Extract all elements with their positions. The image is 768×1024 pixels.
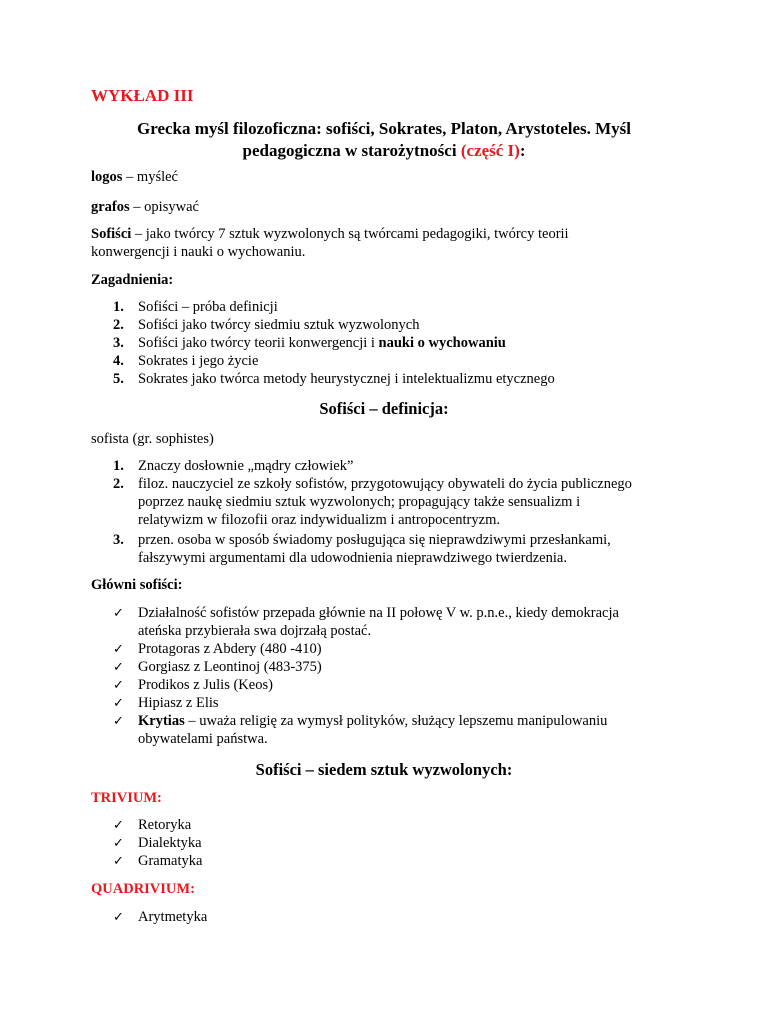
lecture-label: WYKŁAD III xyxy=(91,86,194,105)
definition-text: – myśleć xyxy=(122,169,178,185)
list-text-line: ateńska przybierała swa dojrzałą postać. xyxy=(138,623,372,639)
list-text: Protagoras z Abdery (480 -410) xyxy=(138,641,322,657)
section-heading-definition: Sofiści – definicja: xyxy=(319,399,449,418)
list-text-plain: Sofiści jako twórcy teorii konwergencji i xyxy=(138,335,379,351)
list-text xyxy=(138,604,678,640)
page-title-line1: Grecka myśl filozoficzna: sofiści, Sokrates, Platon, Arystoteles. Myśl xyxy=(136,119,632,138)
definition-term: grafos xyxy=(91,199,130,215)
checkmark-icon: ✓ xyxy=(113,909,124,924)
checkmark-icon: ✓ xyxy=(113,853,124,868)
list-text: Arytmetyka xyxy=(138,909,208,925)
list-text xyxy=(138,712,678,748)
list-text-bold: nauki o wychowaniu xyxy=(378,335,506,351)
title-colon: : xyxy=(519,141,526,160)
list-text: Sofiści – próba definicji xyxy=(138,299,278,315)
definition-logos xyxy=(91,168,681,186)
list-text-line: obywatelami państwa. xyxy=(138,731,268,747)
list-text: Prodikos z Julis (Keos) xyxy=(138,677,273,693)
sofisci-intro xyxy=(91,225,681,261)
list-number: 1. xyxy=(113,299,124,315)
section-heading-arts: Sofiści – siedem sztuk wyzwolonych: xyxy=(255,760,513,779)
list-text-line: przen. osoba w sposób świadomy posługująca się nieprawdziwymi przesłankami, xyxy=(138,532,611,548)
list-number: 4. xyxy=(113,353,124,369)
quadrivium-heading: QUADRIVIUM: xyxy=(91,881,195,897)
checkmark-icon: ✓ xyxy=(113,659,124,674)
checkmark-icon: ✓ xyxy=(113,835,124,850)
list-number: 3. xyxy=(113,335,124,351)
list-text-line xyxy=(138,712,678,730)
checkmark-icon: ✓ xyxy=(113,817,124,832)
sofisci-intro-line1 xyxy=(91,225,681,243)
sofisci-intro-line2: konwergencji i nauki o wychowaniu. xyxy=(91,244,306,260)
trivium-heading: TRIVIUM: xyxy=(91,790,162,806)
list-text: Retoryka xyxy=(138,817,192,833)
list-text-line: poprzez naukę siedmiu sztuk wyzwolonych; propagujący także sensualizm i xyxy=(138,494,581,510)
list-text-plain: – uważa religię za wymysł polityków, służący lepszemu manipulowaniu xyxy=(184,713,608,729)
list-text: Gorgiasz z Leontinoj (483-375) xyxy=(138,659,322,675)
list-text xyxy=(138,531,678,567)
title-text: pedagogiczna w starożytności xyxy=(242,141,457,160)
main-sophists-heading: Główni sofiści: xyxy=(91,577,183,593)
issues-heading: Zagadnienia: xyxy=(91,272,174,288)
sofisci-term: Sofiści xyxy=(91,226,132,242)
page-title-line2 xyxy=(60,140,708,162)
checkmark-icon: ✓ xyxy=(113,605,124,620)
sofisci-text: – jako twórcy 7 sztuk wyzwolonych są twórcami pedagogiki, twórcy teorii xyxy=(131,226,569,242)
sofista-line: sofista (gr. sophistes) xyxy=(91,431,214,447)
list-text: Sofiści jako twórcy siedmiu sztuk wyzwolonych xyxy=(138,317,420,333)
list-text: Hipiasz z Elis xyxy=(138,695,219,711)
list-number: 2. xyxy=(113,317,124,333)
list-text: Dialektyka xyxy=(138,835,202,851)
list-number: 5. xyxy=(113,371,124,387)
checkmark-icon: ✓ xyxy=(113,695,124,710)
list-text-line: relatywizm w filozofii oraz indywidualizm i antropocentryzm. xyxy=(138,512,500,528)
list-number: 3. xyxy=(113,532,124,548)
title-highlight: (część I) xyxy=(460,141,520,160)
list-text xyxy=(138,334,678,352)
list-number: 2. xyxy=(113,476,124,492)
checkmark-icon: ✓ xyxy=(113,677,124,692)
checkmark-icon: ✓ xyxy=(113,713,124,728)
list-text: Sokrates jako twórca metody heurystycznej i intelektualizmu etycznego xyxy=(138,371,555,387)
list-text-line: fałszywymi argumentami dla udowodnienia nieprawdziwego twierdzenia. xyxy=(138,550,567,566)
list-text: Sokrates i jego życie xyxy=(138,353,259,369)
list-text-bold: Krytias xyxy=(138,713,185,729)
definition-grafos xyxy=(91,198,681,216)
list-number: 1. xyxy=(113,458,124,474)
list-text: Znaczy dosłownie „mądry człowiek” xyxy=(138,458,354,474)
list-text: Gramatyka xyxy=(138,853,203,869)
definition-term: logos xyxy=(91,169,123,185)
checkmark-icon: ✓ xyxy=(113,641,124,656)
list-text-line: Działalność sofistów przepada głównie na II połowę V w. p.n.e., kiedy demokracja xyxy=(138,605,619,621)
list-text xyxy=(138,475,678,529)
list-text-line: filoz. nauczyciel ze szkoły sofistów, przygotowujący obywateli do życia publicznego xyxy=(138,476,632,492)
definition-text: – opisywać xyxy=(129,199,199,215)
